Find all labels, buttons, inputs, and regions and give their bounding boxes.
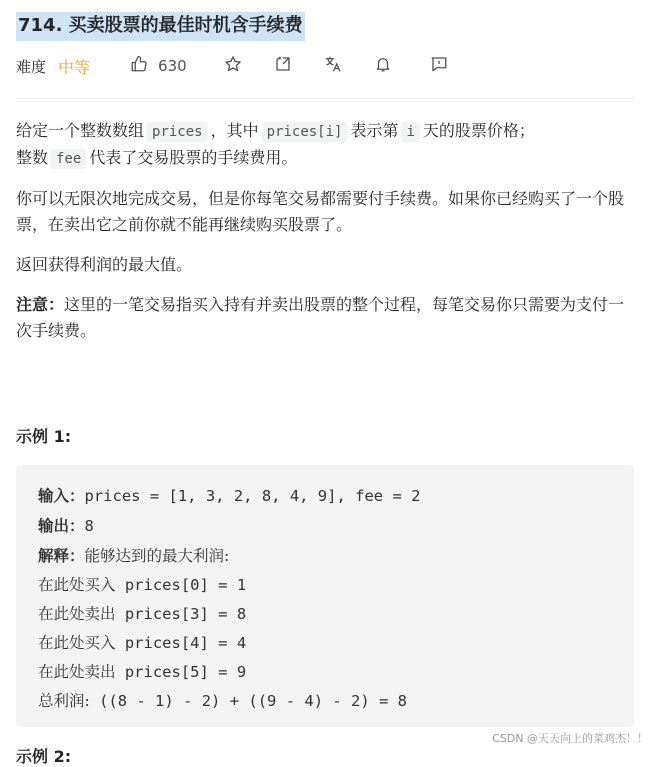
description-note: [16, 292, 636, 344]
example-step-line: [38, 571, 420, 600]
inline-code-prices-i: prices[i]: [262, 122, 348, 142]
desc-text: 代表了交易股票的手续费用。: [89, 148, 298, 167]
share-icon: [274, 55, 292, 77]
step-code: prices[3] = 8: [115, 605, 247, 623]
step-text: 在此处买入: [38, 634, 116, 652]
step-code: prices[4] = 4: [115, 634, 247, 652]
example-1-title: 示例 1:: [16, 427, 72, 446]
example-1-box: [16, 465, 634, 727]
favorite-button[interactable]: [223, 56, 243, 76]
total-value: ((8 - 1) - 2) + ((9 - 4) - 2) = 8: [89, 692, 408, 710]
step-code: prices[5] = 9: [115, 663, 247, 681]
inline-code-prices: prices: [147, 122, 208, 142]
problem-description: [16, 118, 636, 358]
example-total-line: [38, 687, 420, 716]
example-step-line: [38, 600, 420, 629]
meta-row: [16, 54, 449, 78]
input-value: prices = [1, 3, 2, 8, 4, 9], fee = 2: [84, 487, 421, 505]
step-text: 在此处买入: [38, 576, 116, 594]
description-paragraph-3: 返回获得利润的最大值。: [16, 255, 193, 274]
bell-icon: [374, 55, 392, 77]
share-button[interactable]: [273, 56, 293, 76]
star-icon: [224, 55, 242, 77]
step-text: 在此处卖出: [38, 663, 116, 681]
example-explain-line: [38, 541, 420, 571]
desc-text: 天的股票价格；: [422, 121, 535, 140]
explain-label: 解释：: [38, 546, 85, 565]
total-label: 总利润:: [38, 692, 90, 710]
feedback-icon: [430, 55, 448, 77]
example-output-line: [38, 511, 420, 541]
note-text: 这里的一笔交易指买入持有并卖出股票的整个过程，每笔交易你只需要为支付一次手续费。: [16, 295, 625, 340]
desc-text: 给定一个整数数组: [16, 121, 145, 140]
step-code: prices[0] = 1: [115, 576, 247, 594]
difficulty-badge: 中等: [58, 57, 91, 77]
inline-code-i: i: [401, 122, 419, 142]
output-label: 输出：: [38, 516, 85, 535]
like-button[interactable]: [130, 55, 187, 77]
difficulty-label: 难度: [16, 57, 47, 76]
description-paragraph-2: 你可以无限次地完成交易，但是你每笔交易都需要付手续费。如果你已经购买了一个股票，在卖出它之前你就不能再继续购买股票了。: [16, 189, 625, 234]
notify-button[interactable]: [373, 56, 393, 76]
example-2-title: 示例 2:: [16, 747, 72, 766]
description-paragraph-1: [16, 118, 636, 172]
problem-title[interactable]: 714. 买卖股票的最佳时机含手续费: [16, 12, 305, 41]
explain-value: 能够达到的最大利润:: [84, 547, 230, 565]
feedback-button[interactable]: [429, 56, 449, 76]
like-count: 630: [158, 57, 187, 75]
example-1-lines: [38, 481, 420, 716]
inline-code-fee: fee: [51, 149, 86, 169]
title-wrap: [16, 12, 305, 41]
header-divider: [16, 98, 634, 99]
example-step-line: [38, 629, 420, 658]
desc-text: 整数: [16, 148, 49, 167]
example-input-line: [38, 481, 420, 511]
translate-icon: [324, 55, 342, 77]
example-step-line: [38, 658, 420, 687]
note-label: 注意：: [16, 295, 65, 314]
input-label: 输入：: [38, 486, 85, 505]
thumb-up-icon: [130, 55, 148, 77]
desc-text: 表示第: [350, 121, 399, 140]
csdn-watermark: CSDN @天天向上的菜鸡杰！！: [492, 732, 648, 745]
output-value: 8: [84, 517, 94, 535]
desc-text: ，其中: [210, 121, 259, 140]
step-text: 在此处卖出: [38, 605, 116, 623]
translate-button[interactable]: [323, 56, 343, 76]
